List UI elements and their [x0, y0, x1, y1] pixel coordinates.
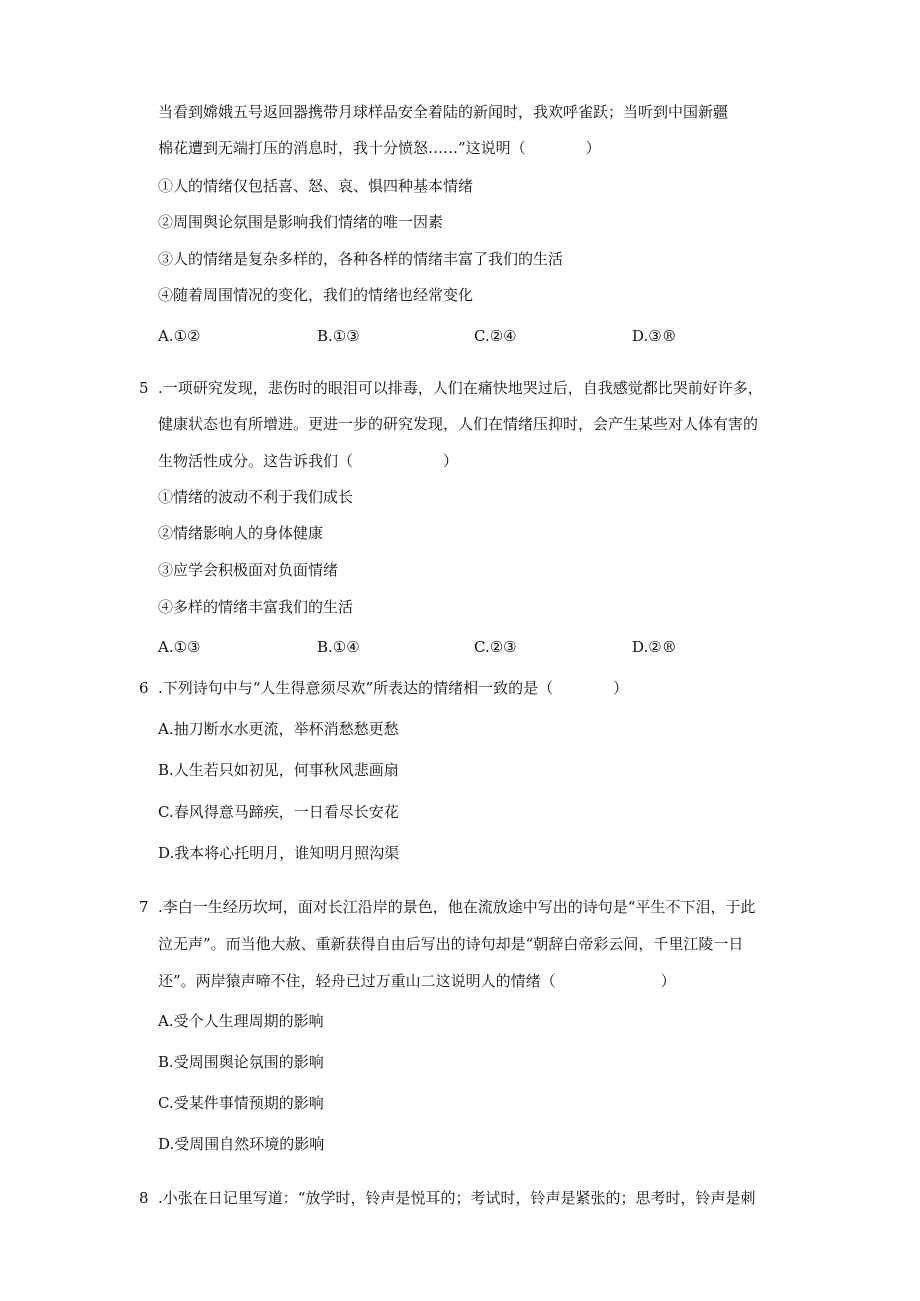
q7-choice-d[interactable]: D.受周围自然环境的影响: [158, 1135, 325, 1153]
q5-stem-line-1: .一项研究发现，悲伤时的眼泪可以排毒，人们在痛快地哭过后，自我感觉都比哭前好许多，: [158, 379, 763, 397]
q5-stem-line-2: 健康状态也有所增进。更进一步的研究发现，人们在情绪压抑时，会产生某些对人体有害的: [158, 415, 759, 433]
q5-item-2: ②情绪影响人的身体健康: [158, 524, 324, 542]
q7-stem-line-1: .李白一生经历坎坷，面对长江沿岸的景色，他在流放途中写出的诗句是“平生不下泪，于此: [158, 898, 756, 916]
q4-item-3: ③人的情绪是复杂多样的，各种各样的情绪丰富了我们的生活: [158, 250, 564, 268]
q7-number: 7: [139, 898, 149, 916]
q6-choice-d[interactable]: D.我本将心托明月，谁知明月照沟渠: [158, 844, 400, 862]
q5-item-4: ④多样的情绪丰富我们的生活: [158, 598, 354, 616]
q4-stem-line-2: 棉花遭到无端打压的消息时，我十分愤怒……”这说明（ ）: [158, 139, 601, 157]
q6-choice-c[interactable]: C.春风得意马蹄疾，一日看尽长安花: [158, 803, 399, 821]
q5-option-a[interactable]: A.①③: [158, 638, 201, 656]
q5-stem-line-3: 生物活性成分。这告诉我们（ ）: [158, 452, 459, 470]
q7-choice-c[interactable]: C.受某件事情预期的影响: [158, 1094, 324, 1112]
q4-item-1: ①人的情绪仅包括喜、怒、哀、惧四种基本情绪: [158, 177, 474, 195]
q7-choice-a[interactable]: A.受个人生理周期的影响: [158, 1012, 324, 1030]
q6-stem: .下列诗句中与“人生得意须尽欢”所表达的情绪相一致的是（ ）: [158, 679, 629, 697]
q7-stem-line-3: 还”。两岸猿声啼不住，轻舟已过万重山二这说明人的情绪（ ）: [158, 972, 676, 990]
q5-option-c[interactable]: C.②③: [474, 638, 517, 656]
q4-item-4: ④随着周围情况的变化，我们的情绪也经常变化: [158, 286, 474, 304]
q4-option-c[interactable]: C.②④: [474, 327, 517, 345]
q6-number: 6: [139, 679, 149, 697]
q6-choice-b[interactable]: B.人生若只如初见，何事秋风悲画扇: [158, 761, 399, 779]
q5-item-1: ①情绪的波动不利于我们成长: [158, 488, 354, 506]
q6-choice-a[interactable]: A.抽刀断水水更流，举杯消愁愁更愁: [158, 720, 399, 738]
q4-option-d[interactable]: D.③®: [632, 327, 677, 345]
q4-option-a[interactable]: A.①②: [158, 327, 201, 345]
q5-option-d[interactable]: D.②®: [632, 638, 677, 656]
q8-stem-line-1: .小张在日记里写道：“放学时，铃声是悦耳的；考试时，铃声是紧张的；思考时，铃声是刺: [158, 1189, 756, 1207]
q4-options: [158, 326, 798, 346]
q5-item-3: ③应学会积极面对负面情绪: [158, 561, 339, 579]
q5-number: 5: [139, 379, 149, 397]
q4-item-2: ②周围舆论氛围是影响我们情绪的唯一因素: [158, 213, 444, 231]
q4-option-b[interactable]: B.①③: [317, 327, 360, 345]
q7-stem-line-2: 泣无声”。而当他大赦、重新获得自由后写出的诗句却是“朝辞白帝彩云间，千里江陵一日: [158, 935, 744, 953]
q8-number: 8: [139, 1189, 149, 1207]
q5-options: [158, 637, 798, 657]
q5-option-b[interactable]: B.①④: [317, 638, 360, 656]
q4-stem-line-1: 当看到嫦娥五号返回器携带月球样品安全着陆的新闻时，我欢呼雀跃；当听到中国新疆: [158, 103, 729, 121]
q7-choice-b[interactable]: B.受周围舆论氛围的影响: [158, 1053, 324, 1071]
